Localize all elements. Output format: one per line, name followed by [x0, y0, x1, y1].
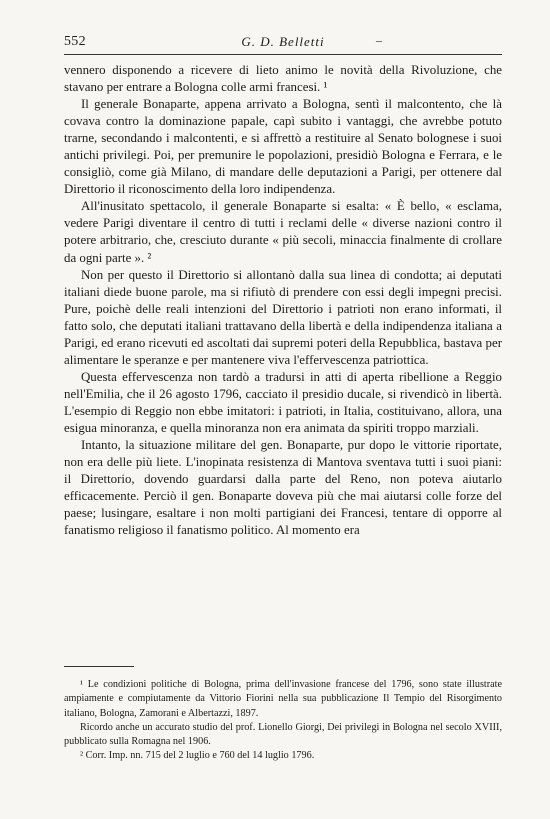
paragraph: Intanto, la situazione militare del gen. Bonaparte, pur dopo le vittorie riportate, non era delle più liete. L'inopinata resistenza di Mantova sventava tutti i suoi piani: il Direttorio, dovendo guardarsi dalla parte del Reno, non poteva aiutarlo efficacemente. Perciò il gen. Bonaparte doveva più che mai aiutarsi colle forze del paese; lusingare, esaltare i non molti partigiani dei Francesi, tentare di opporre al fanatismo religioso il fanatismo politico. Al momento era	[64, 438, 502, 538]
body-text	[64, 62, 502, 539]
footnote: ¹ Le condizioni politiche di Bologna, prima dell'invasione francese del 1796, sono state illustrate ampiamente e compiutamente da Vittorio Fiorini nella sua pubblicazione Il Tempio del Risorgimento italiano, Bologna, Zamorani e Albertazzi, 1897.	[64, 679, 502, 719]
footnotes	[64, 678, 502, 764]
footnote: Ricordo anche un accurato studio del prof. Lionello Giorgi, Dei privilegi in Bologna nel secolo XVIII, pubblicato sulla Romagna nel 1906.	[64, 721, 502, 748]
paragraph: Non per questo il Direttorio si allontanò dalla sua linea di condotta; ai deputati italiani diede buone parole, ma si rifiutò di prendere con essi degli impegni precisi. Pure, poichè delle reali intenzioni del Direttorio i patrioti non erano informati, il fatto solo, che deputati italiani trattavano della libertà e della indipendenza italiana a Parigi, ed erano ricevuti ed ascoltati dai supremi poteri della Repubblica, bastava per alimentare le speranze e per mantenere viva l'effervescenza patriottica.	[64, 267, 502, 367]
paragraph: Il generale Bonaparte, appena arrivato a Bologna, sentì il malcontento, che là covava contro la dominazione papale, capì subito i vantaggi, che avrebbe potuto trarne, secondando i malcontenti, e si affrettò a restituire al Senato bolognese i suoi antichi privilegi. Poi, per premunire le popolazioni, presidiò Bologna e Ferrara, e le consigliò, come già Milano, di mandare delle deputazioni a Parigi, per ottenere dal Direttorio il riconoscimento della loro indipendenza.	[64, 97, 502, 197]
footnote-rule	[64, 666, 134, 667]
running-title: G. D. Belletti	[241, 34, 325, 49]
paragraph: vennero disponendo a ricevere di lieto animo le novità della Rivoluzione, che stavano per entrare a Bologna colle armi francesi. ¹	[64, 63, 502, 95]
page-header	[64, 30, 502, 52]
paragraph: All'inusitato spettacolo, il generale Bonaparte si esalta: « È bello, « esclama, vedere Parigi diventare il centro di tutti i reclami delle « diverse nazioni contro il potere arbitrario, che, cresciuto durante « più secoli, minaccia finalmente di crollare da ogni parte ». ²	[64, 199, 502, 265]
paragraph: Questa effervescenza non tardò a tradursi in atti di aperta ribellione a Reggio nell'Emilia, che il 26 agosto 1796, cacciato il presidio ducale, si rivendicò in libertà. L'esempio di Reggio non ebbe imitatori: i patrioti, in Italia, costituivano, allora, una esigua minoranza, e quella minoranza non era animata da spiriti troppo marziali.	[64, 369, 502, 435]
header-rule	[64, 54, 502, 55]
page	[64, 30, 502, 539]
page-number: 552	[64, 34, 86, 49]
footnote: ² Corr. Imp. nn. 715 del 2 luglio e 760 del 14 luglio 1796.	[80, 750, 315, 762]
header-dash: –	[376, 33, 382, 47]
